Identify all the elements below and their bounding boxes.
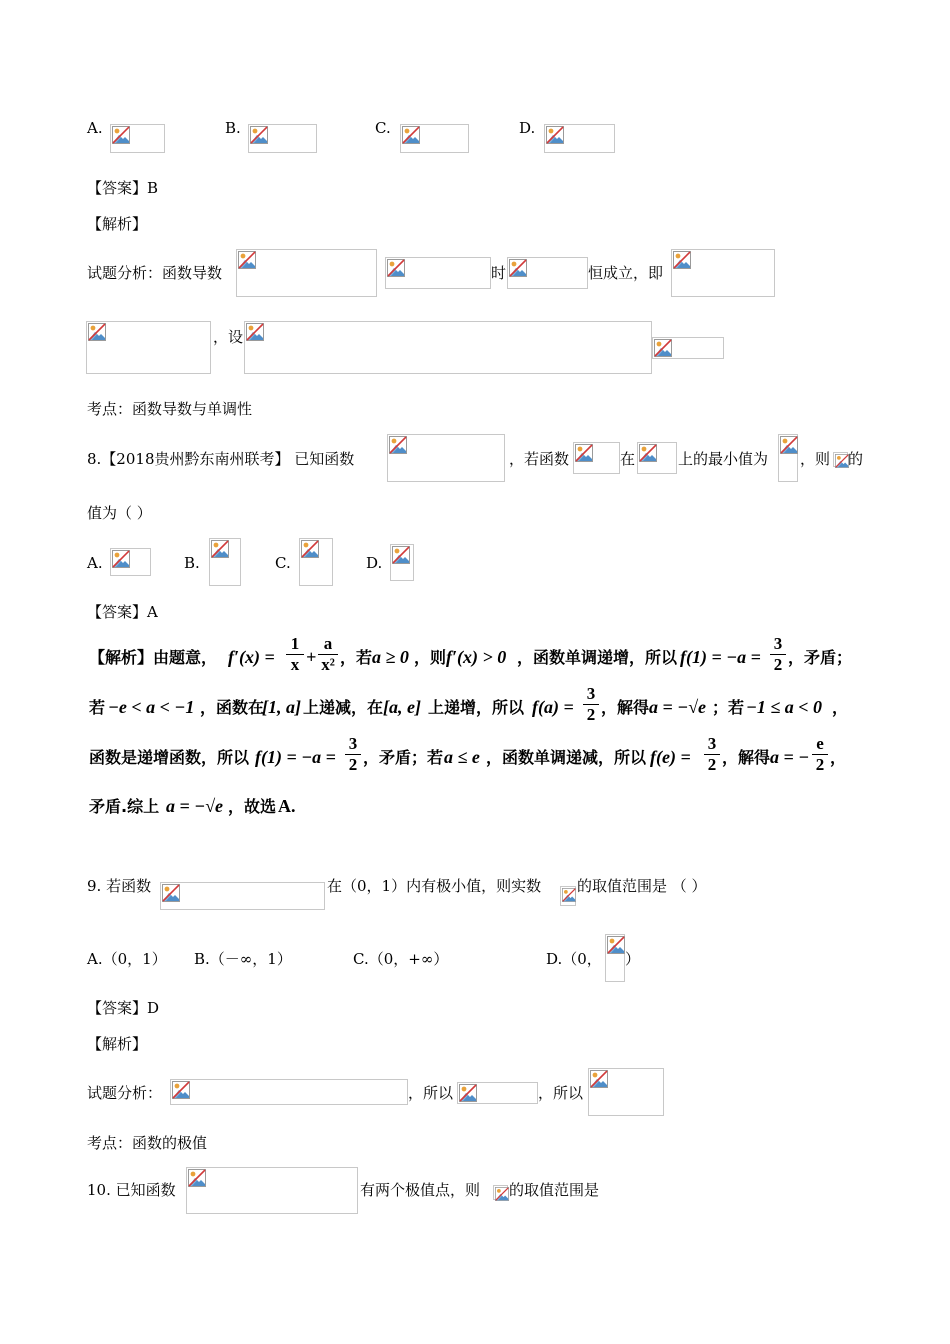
question-stem: 的取值范围是 (509, 1181, 600, 1199)
solution-text: ，函数在 (200, 698, 265, 717)
broken-image-icon (387, 259, 405, 277)
broken-image-icon (459, 1084, 477, 1102)
question-stem: 在 (620, 450, 636, 468)
answer-label: 【答案】A (87, 603, 158, 621)
broken-image-icon (607, 936, 625, 954)
option-b-image (209, 538, 241, 586)
question-stem: 上的最小值为 (678, 450, 769, 468)
formula-image (170, 1079, 408, 1105)
broken-image-icon (88, 323, 106, 341)
math-expression: −1 ≤ a < 0 (746, 697, 823, 717)
analysis-label: 【解析】 (87, 215, 148, 233)
question-stem: 8.【2018贵州黔东南州联考】 已知函数 (87, 450, 355, 468)
solution-text: ，则 (414, 648, 447, 667)
formula-image (652, 337, 724, 359)
broken-image-icon (211, 540, 229, 558)
broken-image-icon (188, 1169, 206, 1187)
analysis-text: ，所以 (408, 1084, 454, 1102)
option-c-image (299, 538, 333, 586)
solution-text: 【解析】由题意， (89, 648, 218, 667)
math-expression: a ≥ 0 (372, 647, 409, 667)
math-expression: f(1) = −a = (255, 747, 336, 767)
formula-image (507, 257, 588, 289)
broken-image-icon (301, 540, 319, 558)
question-stem: 9. 若函数 (87, 877, 152, 895)
math-expression: f′(x) > 0 (446, 647, 507, 667)
solution-text: 函数是递增函数，所以 (89, 748, 250, 767)
solution-text: ；若 (712, 698, 745, 717)
option-a-label: A. (87, 554, 103, 572)
solution-text: ，故选 (228, 797, 277, 816)
fraction: $\frac{3}{2}$ (704, 734, 720, 775)
question-stem: 的 (848, 450, 864, 468)
formula-image (385, 257, 491, 289)
math-expression: f(a) = (532, 697, 574, 717)
formula-image (637, 442, 677, 474)
math-expression: a = −√e (166, 796, 224, 816)
broken-image-icon (546, 126, 564, 144)
broken-image-icon (392, 546, 410, 564)
solution-text: 上递增，所以 (428, 698, 525, 717)
broken-image-icon (780, 436, 798, 454)
broken-image-icon (562, 888, 576, 902)
solution-text: 若 (89, 698, 106, 717)
broken-image-icon (835, 454, 849, 468)
broken-image-icon (112, 550, 130, 568)
broken-image-icon (575, 444, 593, 462)
answer-label: 【答案】D (87, 999, 160, 1017)
solution-text: ， (830, 748, 847, 767)
formula-image (160, 882, 325, 910)
option-c-label: C. (375, 119, 391, 137)
formula-image (387, 434, 505, 482)
option-b-label: B. (184, 554, 200, 572)
solution-text: 矛盾.综上 (89, 797, 160, 816)
formula-image (671, 249, 775, 297)
math-expression: a ≤ e (444, 747, 480, 767)
math-expression: + (306, 647, 317, 667)
solution-text: ，函数单调递增，所以 (517, 648, 678, 667)
fraction: $\frac{e}{2}$ (812, 734, 828, 775)
option-b-label: B. (225, 119, 241, 137)
analysis-label: 【解析】 (87, 1035, 148, 1053)
solution-text: ， (832, 698, 849, 717)
question-stem: ，则 (800, 450, 831, 468)
solution-text: ，矛盾； (788, 648, 853, 667)
option-a-image (110, 548, 151, 576)
formula-image (186, 1167, 358, 1214)
solution-text: ，解得 (722, 748, 771, 767)
math-expression: a = −√e (649, 697, 707, 717)
analysis-text: ，所以 (538, 1084, 584, 1102)
broken-image-icon (246, 323, 264, 341)
math-expression: [1, a] (262, 697, 301, 717)
formula-image (560, 886, 576, 906)
formula-image (493, 1185, 508, 1200)
formula-image (236, 249, 377, 297)
formula-image (573, 442, 620, 474)
solution-text: ，矛盾；若 (363, 748, 444, 767)
option-d-label: ） (625, 950, 641, 968)
option-d-image (544, 124, 615, 153)
fraction: $\frac{3}{2}$ (583, 684, 599, 725)
option-d-image (605, 934, 625, 982)
analysis-text: 试题分析： (87, 1084, 163, 1102)
fraction: $\frac{3}{2}$ (770, 634, 786, 675)
broken-image-icon (639, 444, 657, 462)
question-stem: 10. 已知函数 (87, 1181, 176, 1199)
broken-image-icon (238, 251, 256, 269)
broken-image-icon (654, 339, 672, 357)
option-d-label: D. (366, 554, 383, 572)
option-d-label: D. (519, 119, 536, 137)
broken-image-icon (250, 126, 268, 144)
question-stem: 有两个极值点，则 (360, 1181, 481, 1199)
formula-image (833, 452, 848, 467)
broken-image-icon (673, 251, 691, 269)
answer-label: 【答案】B (87, 179, 159, 197)
question-stem: 值为（ ） (87, 504, 152, 522)
option-c-image (400, 124, 469, 153)
math-expression: a = − (770, 747, 810, 767)
math-expression: f(e) = (650, 747, 691, 767)
math-expression: f′(x) = (228, 647, 275, 667)
fraction: $\frac{3}{2}$ (345, 734, 361, 775)
formula-image (588, 1068, 664, 1116)
broken-image-icon (389, 436, 407, 454)
option-a-image (110, 124, 165, 153)
option-c-label: C. (275, 554, 291, 572)
analysis-text: 恒成立，即 (588, 264, 664, 282)
question-stem: 在（0，1）内有极小值，则实数 (327, 877, 542, 895)
formula-image (244, 321, 652, 374)
solution-text: ，函数单调递减，所以 (486, 748, 647, 767)
broken-image-icon (495, 1187, 509, 1201)
math-expression: −e < a < −1 (108, 697, 195, 717)
option-d-image (390, 544, 414, 581)
topic-text: 考点：函数的极值 (87, 1134, 208, 1152)
option-b-image (248, 124, 317, 153)
broken-image-icon (402, 126, 420, 144)
broken-image-icon (162, 884, 180, 902)
question-stem: ，若函数 (509, 450, 570, 468)
option-b-label: B.（－∞，1） (194, 950, 292, 968)
solution-text: ，解得 (601, 698, 650, 717)
option-a-label: A. (87, 119, 103, 137)
analysis-text: 试题分析：函数导数 (87, 264, 223, 282)
broken-image-icon (172, 1081, 190, 1099)
formula-image (457, 1082, 538, 1104)
fraction: $\frac{1}{x}$ (286, 634, 304, 675)
broken-image-icon (112, 126, 130, 144)
analysis-text: ，设 (213, 328, 244, 346)
question-stem: 的取值范围是 （ ） (577, 877, 707, 895)
broken-image-icon (590, 1070, 608, 1088)
math-expression: [a, e] (383, 697, 421, 717)
solution-text: 上递减，在 (303, 698, 384, 717)
math-expression: f(1) = −a = (680, 647, 761, 667)
broken-image-icon (509, 259, 527, 277)
option-a-label: A.（0，1） (87, 950, 167, 968)
option-c-label: C.（0，+∞） (353, 950, 449, 968)
math-expression: A. (278, 796, 296, 816)
formula-image (778, 434, 798, 482)
fraction: $\frac{a}{\text{x²}}$ (318, 634, 338, 675)
topic-text: 考点：函数导数与单调性 (87, 400, 253, 418)
solution-text: ，若 (340, 648, 373, 667)
analysis-text: 时 (491, 264, 507, 282)
formula-image (86, 321, 211, 374)
option-d-label: D.（0， (546, 950, 602, 968)
